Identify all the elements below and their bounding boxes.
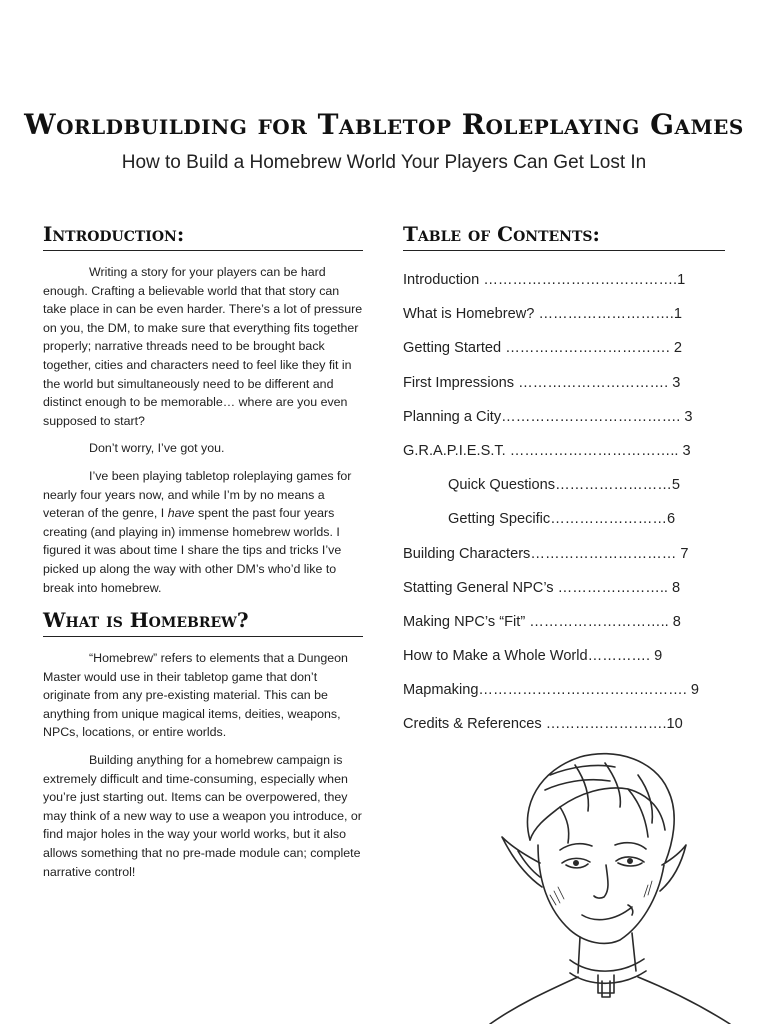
homebrew-paragraph-2: Building anything for a homebrew campaign is extremely difficult and time-consuming, especially when you’re just starting out. Items can be overpowered, they may think of a new way to use a weapon you introduce, or find major holes in the way your world works, but it also allows something that no pre-made module can; complete narrative control!	[43, 753, 362, 879]
introduction-paragraph-1: Writing a story for your players can be hard enough. Crafting a believable world that that story can take place in can be even harder. There’s a lot of pressure on you, the DM, to make sure that everything fits together properly; narrative threads need to be brought back together, cities and characters need to feel like they fit in the world but simultaneously need to be different and distinct enough to be memorable… where are you even supposed to start?	[43, 265, 363, 428]
toc-item-introduction[interactable]: Introduction ………………………………….1	[403, 272, 686, 288]
introduction-heading: Introduction:	[43, 220, 363, 251]
toc-item-statting-npcs[interactable]: Statting General NPC’s ………………….. 8	[403, 579, 681, 596]
toc-item-mapmaking[interactable]: Mapmaking……………………………………. 9	[403, 682, 699, 699]
toc-item-grapiest[interactable]: G.R.A.P.I.E.S.T. …………………………….. 3	[403, 442, 691, 459]
introduction-paragraph-3	[43, 467, 363, 597]
document-subtitle: How to Build a Homebrew World Your Players Can Get Lost In	[121, 152, 647, 173]
toc-item-getting-specific[interactable]: Getting Specific……………………6	[448, 511, 676, 528]
toc-item-what-is-homebrew[interactable]: What is Homebrew? ……………………….1	[403, 306, 682, 323]
elf-portrait-sketch-icon	[410, 745, 750, 1024]
right-column	[403, 220, 725, 742]
toc-item-getting-started[interactable]: Getting Started ……………………………. 2	[403, 340, 682, 357]
toc-item-making-npcs-fit[interactable]: Making NPC’s “Fit” ……………………….. 8	[403, 613, 681, 630]
toc-item-building-characters[interactable]: Building Characters………………………… 7	[403, 545, 689, 562]
toc-heading: Table of Contents:	[403, 220, 725, 251]
toc-item-first-impressions[interactable]: First Impressions …………………………. 3	[403, 374, 681, 391]
left-column	[43, 220, 363, 890]
homebrew-heading: What is Homebrew?	[43, 606, 363, 637]
introduction-paragraph-2: Don’t worry, I’ve got you.	[89, 441, 225, 456]
intro-p3-text-b: spent the past four years creating (and playing in) immense homebrew worlds. I figured it was about time I share the tips and tricks I’ve picked up along the way with other DM’s who’d like to break into homebrew.	[43, 506, 342, 595]
toc-item-quick-questions[interactable]: Quick Questions……………………5	[448, 477, 680, 494]
toc-item-planning-a-city[interactable]: Planning a City………………………………. 3	[403, 408, 693, 425]
intro-p3-text-a: I’ve been playing tabletop roleplaying games for nearly four years now, and while I’m by no means a veteran of the genre, I	[43, 468, 352, 521]
toc-item-whole-world[interactable]: How to Make a Whole World…………. 9	[403, 648, 663, 665]
intro-p3-emphasis: have	[167, 506, 195, 521]
toc-item-credits[interactable]: Credits & References …………………….10	[403, 716, 683, 733]
document-title: Worldbuilding for Tabletop Roleplaying Games	[24, 108, 744, 141]
toc-list	[403, 263, 725, 742]
homebrew-paragraph-1: “Homebrew” refers to elements that a Dungeon Master would use in their tabletop game that don’t originate from any pre-existing material. This can be anything from unique magical items, deities, weapons, NPCs, locations, or entire worlds.	[43, 651, 348, 740]
